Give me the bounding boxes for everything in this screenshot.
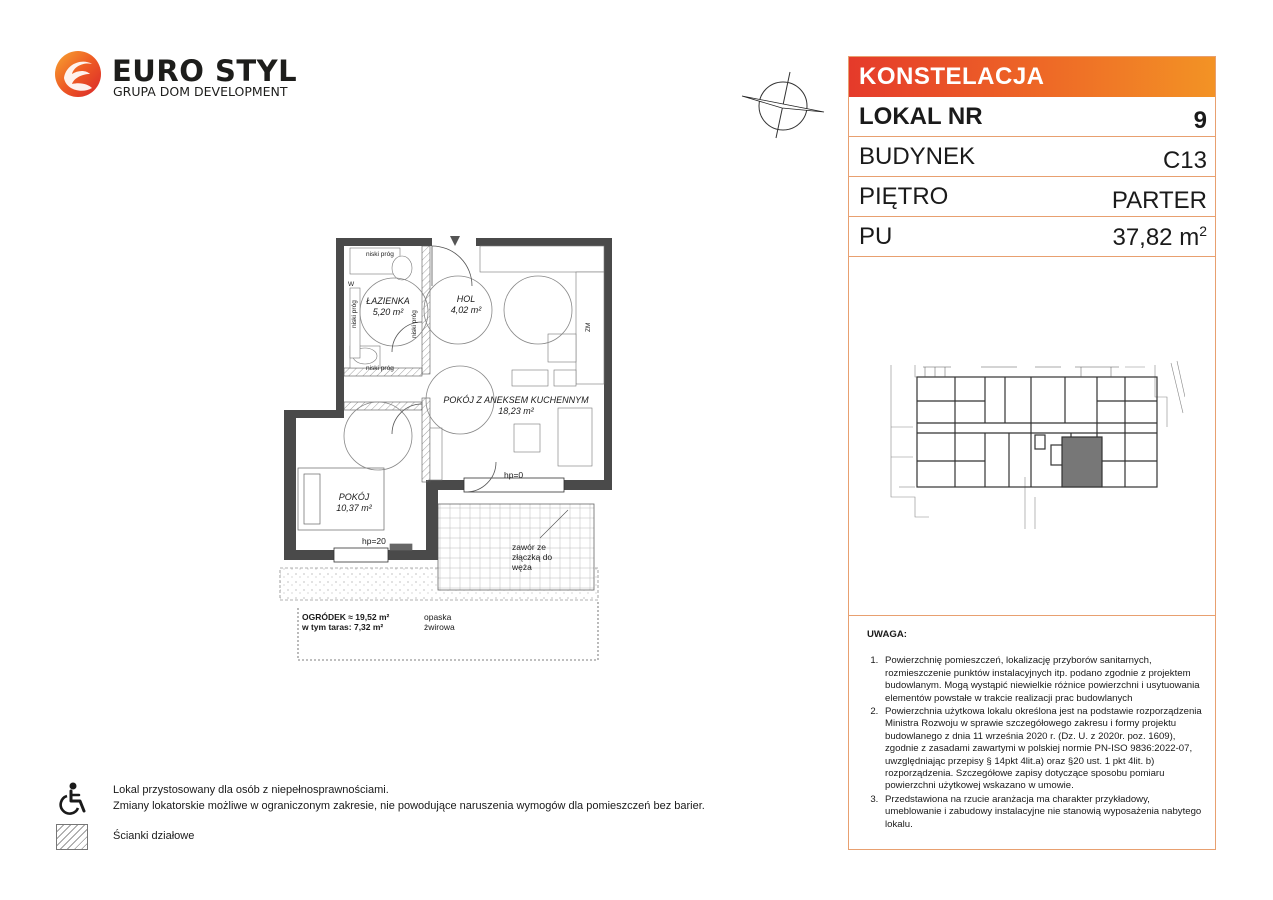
note-item: 3. Przedstawiona na rzucie aranżacja ma charakter przykładowy, umeblowanie i zabudowy instalacyjne nie stanowią wyposażenia nabytego lokalu.	[881, 794, 1205, 831]
threshold-label: niski próg	[366, 251, 394, 258]
notes-heading: UWAGA:	[867, 629, 907, 640]
gravel-label-2: żwirowa	[424, 622, 455, 632]
terrace-area-label: w tym taras: 7,32 m²	[302, 622, 384, 632]
legend-partition-text: Ścianki działowe	[113, 830, 195, 842]
hatch-swatch-icon	[56, 824, 88, 850]
room-area: 10,37 m²	[336, 503, 372, 513]
site-plan-map	[885, 357, 1185, 537]
notes-separator	[849, 615, 1215, 616]
pu-unit-exponent: 2	[1199, 223, 1207, 239]
garden-area-label: OGRÓDEK ≈ 19,52 m²	[302, 612, 390, 622]
row-lokal	[849, 97, 1215, 137]
lokal-label: LOKAL NR	[859, 103, 983, 130]
floor-plan	[270, 228, 620, 668]
brand-name: EURO STYL	[112, 54, 298, 88]
pu-unit: m	[1179, 224, 1200, 251]
budynek-value: C13	[1162, 147, 1207, 174]
row-pietro	[849, 177, 1215, 217]
hp0-label: hp=0	[504, 470, 524, 480]
room-name: POKÓJ Z ANEKSEM KUCHENNYM	[443, 395, 589, 405]
valve-label-1: zawór ze	[512, 542, 547, 552]
pu-label: PU	[859, 223, 893, 250]
valve-label-3: węża	[512, 562, 532, 572]
notes-section	[867, 629, 1205, 832]
room-name: HOL	[456, 294, 476, 304]
row-budynek	[849, 137, 1215, 177]
wheelchair-icon	[56, 781, 90, 815]
threshold-label: niski próg	[411, 310, 418, 338]
valve-label-2: złączką do	[512, 552, 553, 562]
lokal-value: 9	[1193, 107, 1207, 134]
room-area: 18,23 m²	[498, 406, 534, 416]
room-name: ŁAZIENKA	[366, 296, 410, 306]
room-area: 5,20 m²	[372, 307, 404, 317]
threshold-label: niski próg	[366, 365, 394, 372]
brand-subtitle: GRUPA DOM DEVELOPMENT	[113, 84, 288, 99]
note-item: 2. Powierzchnia użytkowa lokalu określona jest na podstawie rozporządzenia Ministra Rozwoju w sprawie szczegółowego zakresu i formy projektu budowlanego z dnia 11 września 2020 r. (Dz. U. z 2020r. poz. 1609), zgodnie z zasadami zawartymi w polskiej normie PN-ISO 9836:2022-07, uwzględniając przepisy § 14pkt 4lit.a) oraz §20 ust. 1 pkt 4lit. b) rozporządzenia. Szczegółowe zapisy dotyczące sposobu pomiaru powierzchni użytkowej wskazano w umowie.	[881, 706, 1205, 793]
euro-styl-logo-icon	[54, 50, 102, 98]
pu-value: 37,82	[1112, 224, 1173, 251]
north-arrow-icon	[738, 68, 828, 140]
room-name: POKÓJ	[338, 492, 370, 502]
pietro-value: PARTER	[1111, 187, 1207, 214]
hp20-label: hp=20	[362, 536, 386, 546]
washer-label: W	[348, 281, 355, 288]
pietro-label: PIĘTRO	[859, 183, 949, 210]
info-panel	[848, 56, 1216, 850]
room-area: 4,02 m²	[450, 305, 482, 315]
legend-accessibility-text: Lokal przystosowany dla osób z niepełnosprawnościami.	[113, 784, 389, 796]
legend-changes-text: Zmiany lokatorskie możliwe w ograniczonym zakresie, nie powodujące naruszenia wymogów dla pomieszczeń bez barier.	[113, 800, 705, 812]
project-name: KONSTELACJA	[859, 63, 1045, 90]
budynek-label: BUDYNEK	[859, 143, 976, 170]
pu-value-group	[1112, 223, 1207, 252]
fridge-label: ZM	[585, 322, 592, 332]
row-pu	[849, 217, 1215, 257]
gravel-label-1: opaska	[424, 612, 452, 622]
threshold-label: niski próg	[351, 300, 358, 328]
entrance-marker	[450, 236, 460, 246]
note-item: 1. Powierzchnię pomieszczeń, lokalizację przyborów sanitarnych, rozmieszczenie punktów instalacyjnych itp. podano zgodnie z projektem budowlanym. Mogą wystąpić niewielkie różnice powierzchni i usytuowania elementów powstałe w trakcie realizacji prac budowlanych	[881, 655, 1205, 705]
brand-logo	[54, 50, 298, 102]
site-plan-highlight	[1062, 437, 1102, 487]
notes-list	[867, 655, 1205, 831]
panel-title-bar	[849, 57, 1215, 97]
